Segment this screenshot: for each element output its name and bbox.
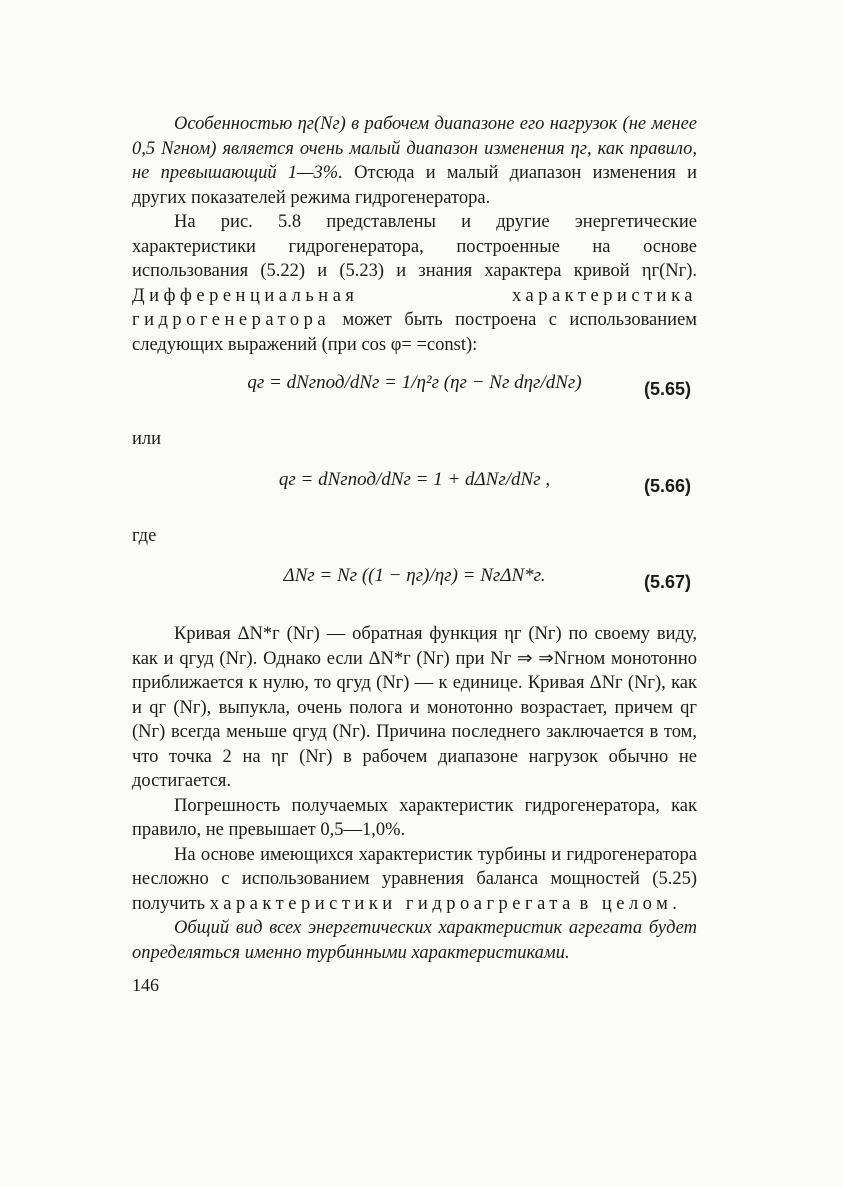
- formula-5-66: [132, 454, 697, 520]
- page-text-block: [132, 112, 697, 998]
- paragraph-5-end: в целом.: [579, 893, 682, 914]
- formula-5-65-number: (5.65): [643, 379, 691, 399]
- paragraph-2-spaced: Дифференциальная характеристика гидрогенератора: [132, 285, 697, 330]
- formula-5-67: [132, 550, 697, 616]
- page-number: 146: [132, 975, 159, 995]
- formula-5-67-expression: ΔNг = Nг ((1 − ηг)/ηг) = NгΔN*г.: [283, 565, 546, 586]
- paragraph-6: Общий вид всех энергетических характеристик агрегата будет определяться именно турбинными характеристиками.: [132, 918, 697, 963]
- paragraph-5-spaced: характеристики гидроагрегата: [209, 893, 575, 914]
- paragraph-2-end: может быть построена с использованием следующих выражений (при cos φ= =const):: [132, 310, 697, 355]
- paragraph-1-rest: Отсюда и малый диапазон изменения и других показателей режима гидрогенератора.: [132, 163, 697, 208]
- formula-5-66-expression: qг = dNгпод/dNг = 1 + dΔNг/dNг ,: [278, 468, 551, 490]
- formula-5-67-number: (5.67): [643, 572, 691, 592]
- formula-5-65: [132, 357, 697, 423]
- word-where: где: [132, 525, 157, 546]
- paragraph-5-start: На основе имеющихся характеристик турбины и гидрогенератора несложно с использованием уравнения баланса мощностей (5.25) получить: [132, 844, 697, 914]
- formula-5-65-expression: qг = dNгпод/dNг = 1/η²г (ηг − Nг dηг/dNг): [247, 372, 582, 393]
- paragraph-3: Кривая ΔN*г (Nг) — обратная функция ηг (Nг) по своему виду, как и qгуд (Nг). Однако если ΔN*г (Nг) при Nг ⇒ ⇒Nгном монотонно приближается к нулю, то qгуд (Nг) — к единице. Кривая ΔNг (Nг), как и qг (Nг), выпукла, очень полога и монотонно возрастает, причем qг (Nг) всегда меньше qгуд (Nг). Причина последнего заключается в том, что точка 2 на ηг (Nг) в рабочем диапазоне нагрузок обычно не достигается.: [132, 624, 697, 791]
- paragraph-2-start: На рис. 5.8 представлены и другие энергетические характеристики гидрогенератора, построенные на основе использования (5.22) и (5.23) и знания характера кривой ηг(Nг).: [132, 212, 697, 281]
- formula-5-66-number: (5.66): [643, 475, 691, 496]
- paragraph-5: [132, 843, 697, 917]
- word-or: или: [132, 429, 162, 449]
- paragraph-1: [132, 112, 697, 210]
- paragraph-4: Погрешность получаемых характеристик гидрогенератора, как правило, не превышает 0,5—1,0%.: [132, 795, 697, 840]
- paragraph-1-italic: Особенностью ηг(Nг) в рабочем диапазоне его нагрузок (не менее 0,5 Nгном) является очень малый диапазон изменения ηг, как правило, не превышающий 1—3%.: [132, 114, 697, 183]
- paragraph-2: [132, 210, 697, 357]
